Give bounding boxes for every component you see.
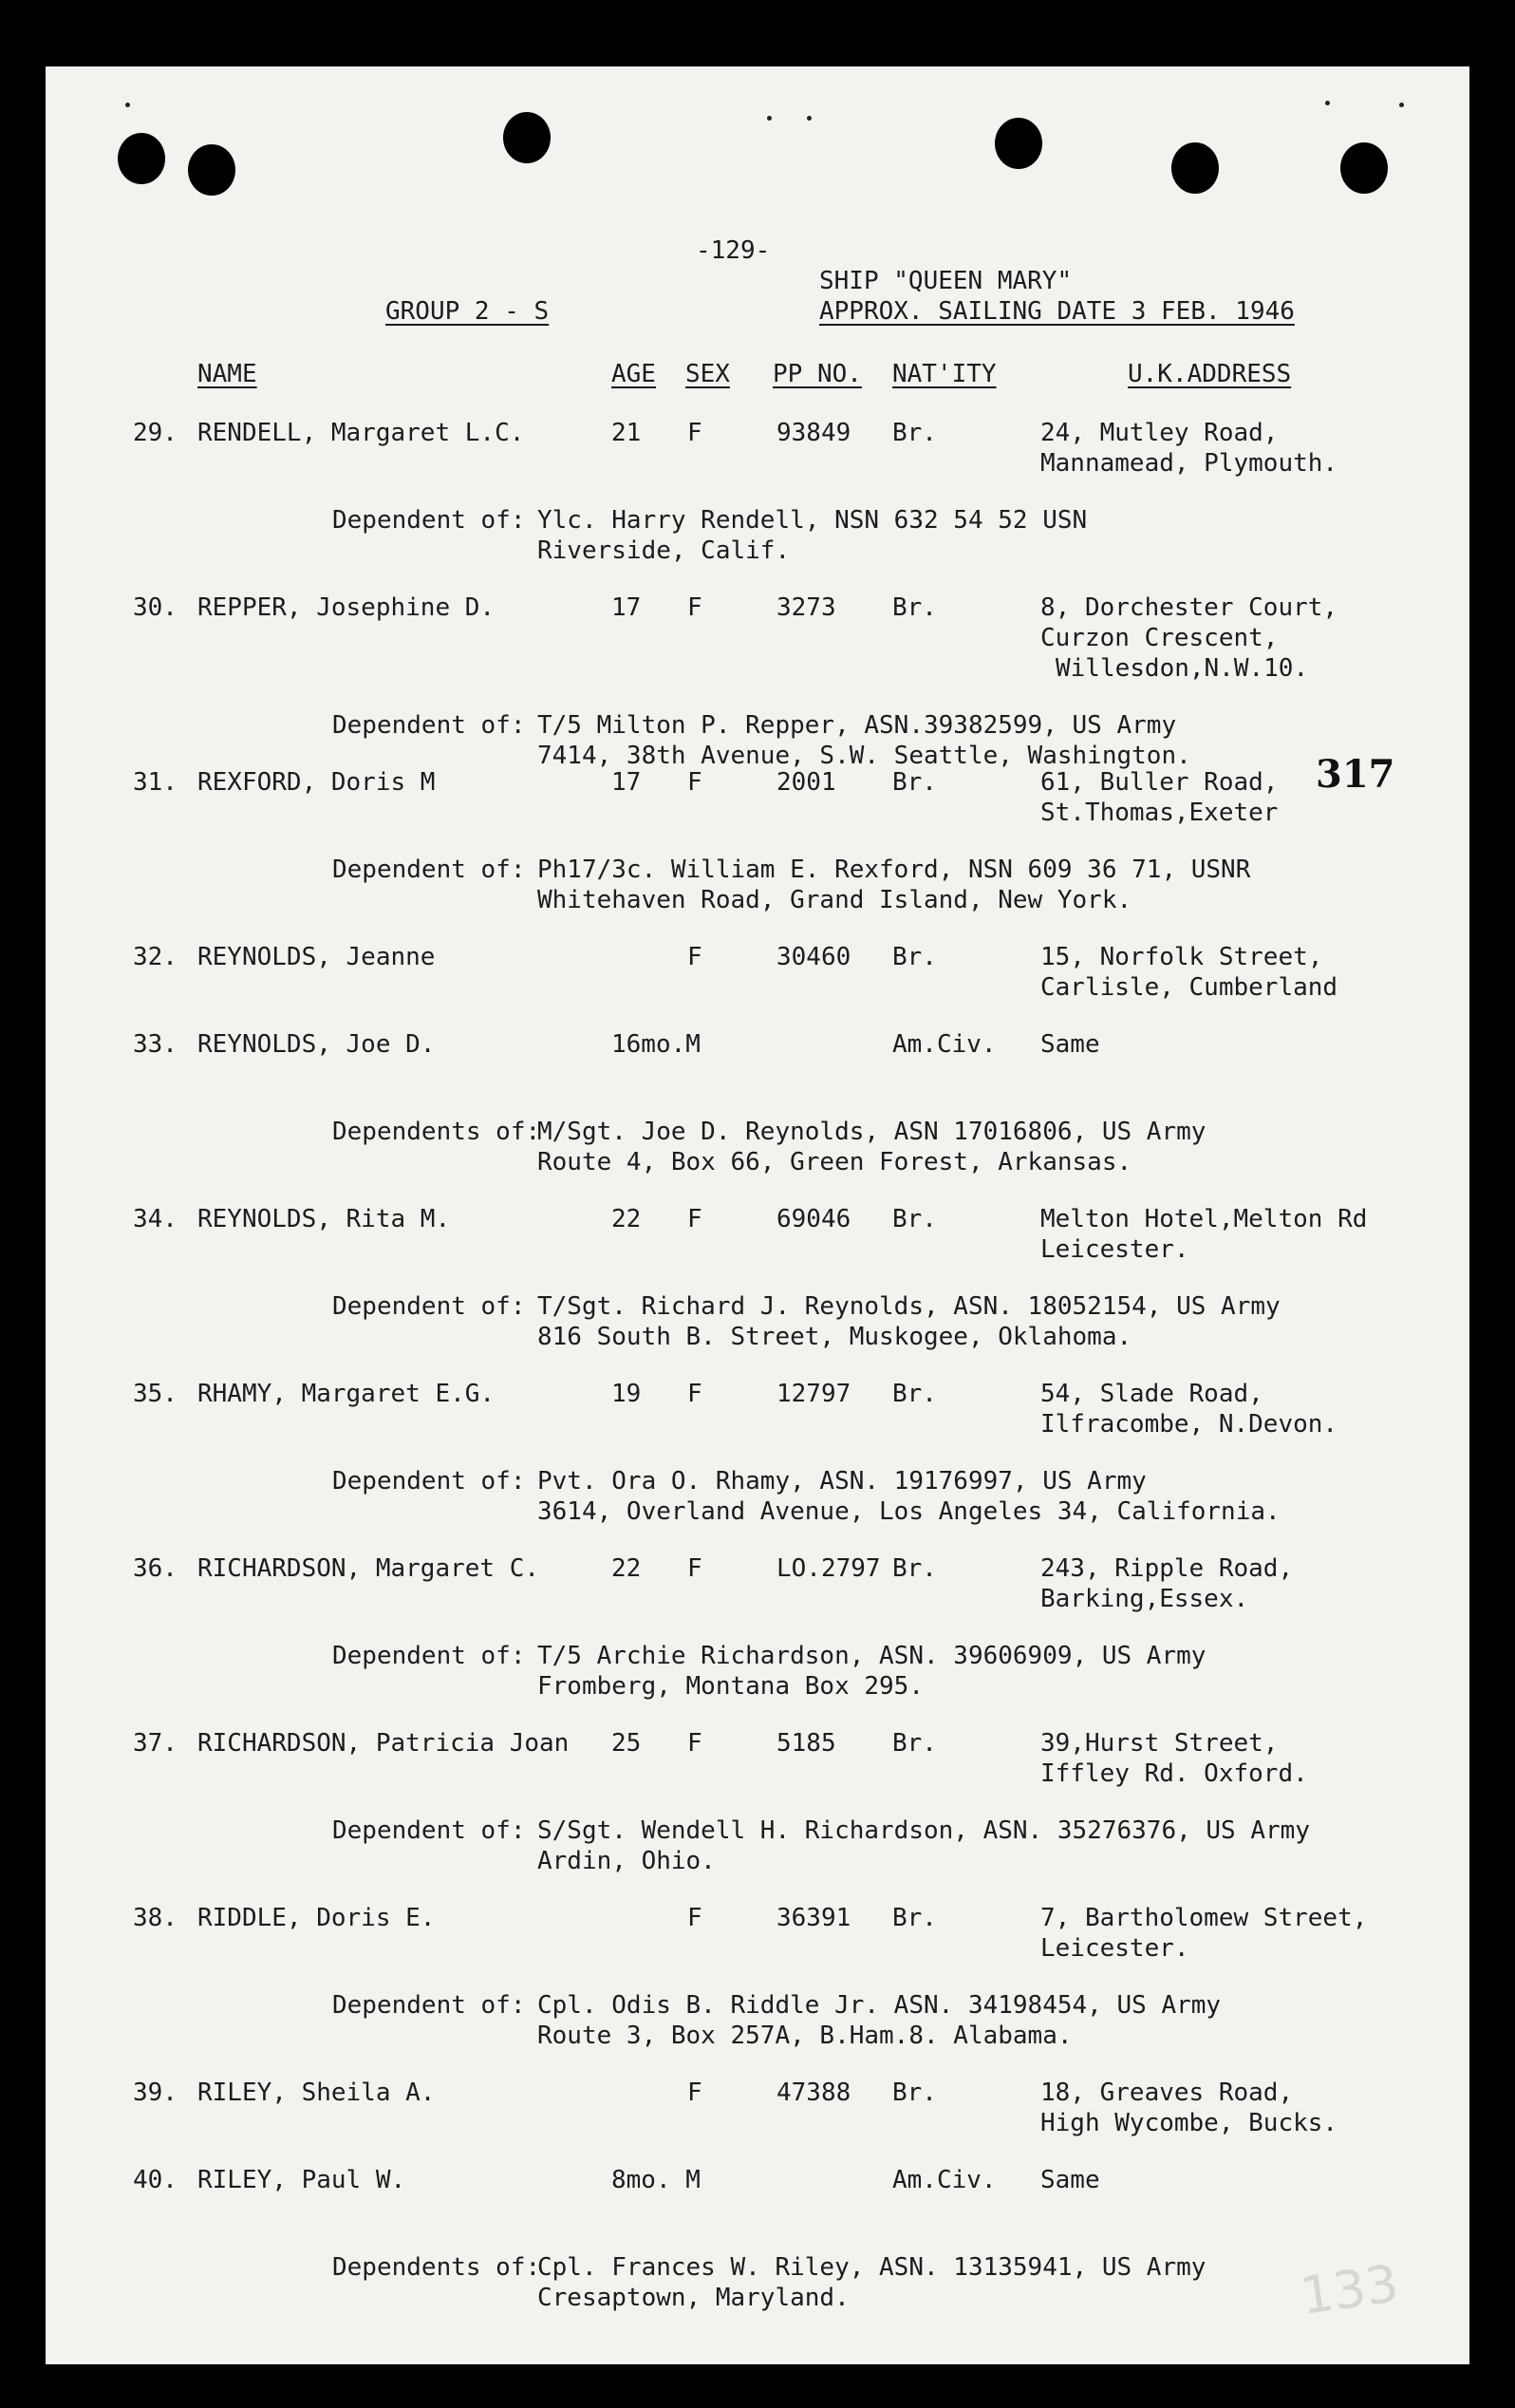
header-name: NAME [197,360,257,388]
punch-hole [1171,142,1219,194]
nationality: Am.Civ. [892,2166,997,2194]
entry-number: 39. [133,2079,178,2107]
entry-number: 29. [133,419,178,447]
address-line: Mannamead, Plymouth. [1040,449,1338,478]
sex: F [687,2079,702,2107]
age: 16mo.M [611,1030,701,1059]
address-line: Leicester. [1040,1934,1189,1963]
dependent-line: Route 3, Box 257A, B.Ham.8. Alabama. [537,2022,1073,2050]
dependent-line: Whitehaven Road, Grand Island, New York. [537,886,1132,914]
speck [1325,101,1330,105]
address-line: 18, Greaves Road, [1040,2079,1294,2107]
passport-number: 12797 [776,1380,851,1408]
dependent-label: Dependent of: [332,856,526,884]
entry-number: 30. [133,593,178,622]
page-number: -129- [696,236,771,265]
address-line: 7, Bartholomew Street, [1040,1904,1368,1932]
header-nationality: NAT'ITY [892,360,997,388]
sex: F [687,1380,702,1408]
sex: F [687,419,702,447]
entry-number: 40. [133,2166,178,2194]
address-line: Curzon Crescent, [1040,624,1279,652]
punch-hole [188,144,235,196]
address-line: Willesdon,N.W.10. [1056,654,1309,683]
nationality: Am.Civ. [892,1030,997,1059]
passenger-name: RIDDLE, Doris E. [197,1904,436,1932]
nationality: Br. [892,1904,937,1932]
address-line: 243, Ripple Road, [1040,1554,1294,1583]
entry-number: 31. [133,768,178,797]
speck [125,103,130,107]
age: 21 [611,419,642,447]
stamp-number: 317 [1316,752,1395,797]
punch-hole [995,118,1042,169]
sex: F [687,943,702,971]
sex: F [687,593,702,622]
dependent-line: M/Sgt. Joe D. Reynolds, ASN 17016806, US Army [537,1118,1206,1146]
passenger-name: RILEY, Sheila A. [197,2079,436,2107]
dependent-label: Dependent of: [332,711,526,740]
age: 19 [611,1380,642,1408]
passport-number: 47388 [776,2079,851,2107]
dependent-label: Dependent of: [332,1816,526,1845]
passenger-name: RICHARDSON, Margaret C. [197,1554,540,1583]
nationality: Br. [892,1729,937,1758]
entry-number: 32. [133,943,178,971]
address-line: 15, Norfolk Street, [1040,943,1323,971]
punch-hole [1340,142,1388,194]
sailing-date: APPROX. SAILING DATE 3 FEB. 1946 [819,297,1295,326]
sex: F [687,1904,702,1932]
document-page [46,66,1469,2364]
dependent-label: Dependent of: [332,1467,526,1496]
passenger-name: REYNOLDS, Joe D. [197,1030,436,1059]
passport-number: 36391 [776,1904,851,1932]
nationality: Br. [892,1554,937,1583]
sex: F [687,1729,702,1758]
nationality: Br. [892,768,937,797]
header-age: AGE [611,360,656,388]
address-line: St.Thomas,Exeter [1040,799,1279,827]
dependent-line: 3614, Overland Avenue, Los Angeles 34, California. [537,1497,1281,1526]
entry-number: 35. [133,1380,178,1408]
dependent-line: T/Sgt. Richard J. Reynolds, ASN. 18052154, US Army [537,1292,1281,1321]
passenger-name: RICHARDSON, Patricia Joan [197,1729,570,1758]
entry-number: 33. [133,1030,178,1059]
dependent-label: Dependent of: [332,1642,526,1670]
address-line: Same [1040,1030,1100,1059]
age: 17 [611,768,642,797]
address-line: Carlisle, Cumberland [1040,973,1338,1002]
header-uk-address: U.K.ADDRESS [1128,360,1292,388]
faint-mark: 133 [1297,2253,1402,2326]
passenger-name: REYNOLDS, Jeanne [197,943,436,971]
passport-number: 3273 [776,593,836,622]
address-line: 54, Slade Road, [1040,1380,1263,1408]
dependent-line: Fromberg, Montana Box 295. [537,1672,924,1701]
address-line: 8, Dorchester Court, [1040,593,1338,622]
address-line: 39,Hurst Street, [1040,1729,1279,1758]
ship-name: SHIP "QUEEN MARY" [819,267,1073,295]
punch-hole [118,133,165,184]
passport-number: LO.2797 [776,1554,881,1583]
dependent-label: Dependents of: [332,1118,541,1146]
address-line: Barking,Essex. [1040,1585,1249,1613]
age: 25 [611,1729,642,1758]
address-line: Leicester. [1040,1235,1189,1264]
entry-number: 36. [133,1554,178,1583]
age: 17 [611,593,642,622]
dependent-label: Dependent of: [332,1991,526,2020]
address-line: High Wycombe, Bucks. [1040,2109,1338,2137]
dependent-line: Riverside, Calif. [537,536,791,565]
address-line: 24, Mutley Road, [1040,419,1279,447]
passport-number: 2001 [776,768,836,797]
age: 22 [611,1205,642,1233]
dependent-line: Ylc. Harry Rendell, NSN 632 54 52 USN [537,506,1088,535]
passenger-name: REXFORD, Doris M [197,768,436,797]
address-line: Same [1040,2166,1100,2194]
dependent-line: S/Sgt. Wendell H. Richardson, ASN. 35276376, US Army [537,1816,1310,1845]
age: 22 [611,1554,642,1583]
speck [807,116,812,121]
passenger-name: RENDELL, Margaret L.C. [197,419,525,447]
address-line: Iffley Rd. Oxford. [1040,1759,1308,1788]
sex: F [687,768,702,797]
header-sex: SEX [685,360,730,388]
group-label: GROUP 2 - S [385,297,550,326]
punch-hole [503,112,551,163]
dependent-line: Cresaptown, Maryland. [537,2284,850,2312]
nationality: Br. [892,593,937,622]
passenger-name: RILEY, Paul W. [197,2166,406,2194]
dependent-line: Ardin, Ohio. [537,1847,716,1875]
passport-number: 69046 [776,1205,851,1233]
nationality: Br. [892,419,937,447]
speck [1399,103,1404,107]
age: 8mo. M [611,2166,701,2194]
passenger-name: REPPER, Josephine D. [197,593,496,622]
passport-number: 30460 [776,943,851,971]
passport-number: 5185 [776,1729,836,1758]
dependent-line: Ph17/3c. William E. Rexford, NSN 609 36 71, USNR [537,856,1251,884]
sex: F [687,1554,702,1583]
entry-number: 37. [133,1729,178,1758]
entry-number: 38. [133,1904,178,1932]
passport-number: 93849 [776,419,851,447]
address-line: 61, Buller Road, [1040,768,1279,797]
dependent-label: Dependent of: [332,506,526,535]
dependent-line: 7414, 38th Avenue, S.W. Seattle, Washington. [537,742,1191,770]
header-pp-no: PP NO. [773,360,862,388]
dependent-line: T/5 Archie Richardson, ASN. 39606909, US Army [537,1642,1206,1670]
dependent-label: Dependent of: [332,1292,526,1321]
sex: F [687,1205,702,1233]
dependent-line: Cpl. Frances W. Riley, ASN. 13135941, US Army [537,2253,1206,2282]
nationality: Br. [892,2079,937,2107]
entry-number: 34. [133,1205,178,1233]
passenger-name: RHAMY, Margaret E.G. [197,1380,496,1408]
address-line: Ilfracombe, N.Devon. [1040,1410,1338,1439]
dependent-label: Dependents of: [332,2253,541,2282]
address-line: Melton Hotel,Melton Rd [1040,1205,1368,1233]
speck [767,116,772,121]
passenger-name: REYNOLDS, Rita M. [197,1205,451,1233]
dependent-line: Route 4, Box 66, Green Forest, Arkansas. [537,1148,1132,1176]
dependent-line: T/5 Milton P. Repper, ASN.39382599, US Army [537,711,1177,740]
nationality: Br. [892,1205,937,1233]
dependent-line: Cpl. Odis B. Riddle Jr. ASN. 34198454, US Army [537,1991,1222,2020]
nationality: Br. [892,1380,937,1408]
dependent-line: Pvt. Ora O. Rhamy, ASN. 19176997, US Army [537,1467,1147,1496]
nationality: Br. [892,943,937,971]
dependent-line: 816 South B. Street, Muskogee, Oklahoma. [537,1323,1132,1351]
